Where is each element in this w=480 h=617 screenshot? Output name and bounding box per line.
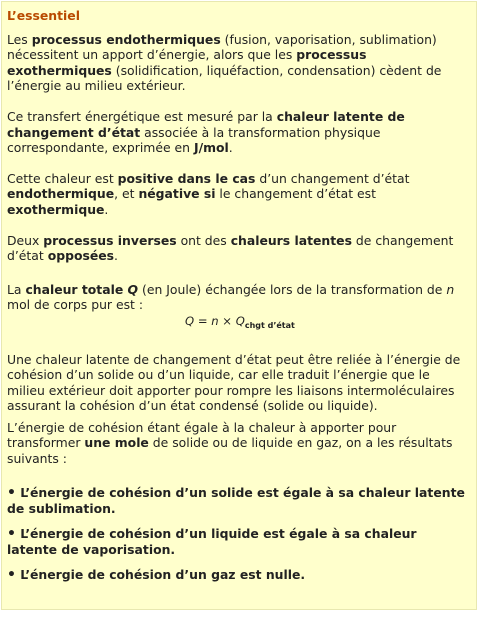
- term-latent-heats: chaleurs latentes: [230, 232, 352, 248]
- bullet-icon: •: [7, 567, 16, 584]
- text: le changement d’état est: [215, 186, 376, 202]
- term-total-heat: chaleur totale: [25, 281, 128, 297]
- symbol-q: Q: [127, 281, 139, 297]
- text: (fusion, vaporisation, sublimation) nécessitent un apport d’énergie, alors que les: [7, 31, 437, 63]
- text: associée à la transformation physique correspondante, exprimée en: [7, 124, 381, 156]
- text: Les: [7, 31, 32, 47]
- term-latent-heat: chaleur latente de changement d’état: [7, 108, 405, 140]
- term-inverse-processes: processus inverses: [43, 232, 177, 248]
- paragraph-cohesion: Une chaleur latente de changement d’état peut être reliée à l’énergie de cohésion d’un solide ou d’un liquide, car elle traduit l’énergie que le milieu extérieur doit apporter pour rompre les liaisons intermoléculaires assurant la cohésion d’un état condensé (solide ou liquide).: [7, 351, 461, 414]
- bullet-solid: [7, 485, 470, 517]
- bullet-liquid: [7, 526, 470, 558]
- text: Deux: [7, 232, 44, 248]
- term-endothermic: processus endothermiques: [31, 31, 221, 47]
- bullet-icon: •: [7, 484, 16, 501]
- text: .: [228, 140, 233, 156]
- text: L’énergie de cohésion étant égale à la chaleur à apporter pour transformer: [7, 419, 397, 451]
- text: Ce transfert énergétique est mesuré par la: [7, 108, 277, 124]
- term-endothermic: endothermique: [7, 186, 115, 202]
- text: .: [104, 201, 109, 217]
- text: d’un changement d’état: [255, 170, 410, 186]
- text: .: [114, 248, 118, 264]
- formula: [7, 314, 470, 334]
- paragraph-total-heat: [7, 282, 470, 334]
- bullet-icon: •: [7, 525, 16, 542]
- text: ont des: [176, 232, 231, 248]
- paragraph-latent-heat: [7, 109, 470, 156]
- paragraph-sign: [7, 171, 470, 218]
- bullet-text: L’énergie de cohésion d’un solide est égale à sa chaleur latente de sublimation.: [7, 484, 465, 517]
- essentials-box: [1, 1, 477, 610]
- text: de changement d’état: [7, 232, 454, 264]
- term-one-mole: une mole: [84, 435, 149, 451]
- term-exothermic: processus exothermiques: [7, 47, 367, 78]
- text: , et: [114, 186, 139, 202]
- symbol-n: n: [446, 281, 455, 297]
- term-negative: négative si: [138, 186, 216, 202]
- bullet-text: L’énergie de cohésion d’un gaz est nulle.: [20, 567, 306, 583]
- paragraph-processes: [7, 32, 470, 94]
- term-opposed: opposées: [47, 248, 115, 264]
- text: Cette chaleur est: [7, 170, 118, 186]
- formula-equals: =: [194, 313, 212, 328]
- text: de solide ou de liquide en gaz, on a les résultats suivants :: [7, 435, 453, 467]
- text: (solidification, liquéfaction, condensation) cèdent de l’énergie au milieu extérieur.: [7, 62, 442, 94]
- text: mol de corps pur est :: [7, 297, 144, 313]
- formula-n: n: [211, 313, 219, 328]
- formula-q: Q: [235, 313, 245, 328]
- formula-times: ×: [218, 313, 236, 328]
- box-title: L’essentiel: [7, 8, 80, 23]
- text: (en Joule) échangée lors de la transformation de: [138, 281, 447, 297]
- bullet-text: L’énergie de cohésion d’un liquide est égale à sa chaleur latente de vaporisation.: [7, 525, 417, 558]
- formula-subscript: chgt d’état: [244, 320, 295, 330]
- paragraph-one-mole: [7, 420, 470, 467]
- unit-j-per-mol: J/mol: [193, 140, 229, 156]
- formula-lhs: Q: [185, 313, 195, 328]
- text: La: [7, 281, 26, 297]
- term-positive: positive dans le cas: [117, 170, 256, 186]
- term-exothermic: exothermique: [7, 201, 105, 217]
- paragraph-inverse: [7, 233, 470, 264]
- bullet-gas: [7, 567, 470, 584]
